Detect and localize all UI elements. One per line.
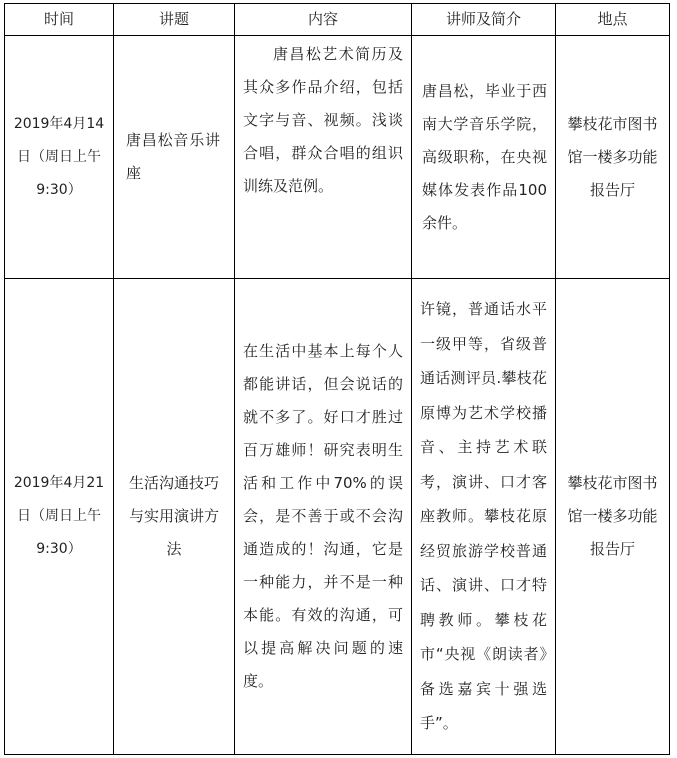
event-time: 2019年4月21日（周日上午9:30） [13,475,105,557]
event-content: 唐昌松艺术简历及其众多作品介绍，包括文字与音、视频。浅谈合唱，群众合唱的组识训练及范例。 [243,45,403,195]
time-cell [5,36,114,279]
event-time: 2019年4月14日（周日上午9:30） [13,115,105,198]
time-cell [5,279,114,755]
header-content: 内容 [235,4,412,36]
event-topic: 唐昌松音乐讲座 [126,131,220,182]
table-header-row [5,4,670,36]
table-row [5,279,670,755]
header-time: 时间 [5,4,114,36]
event-lecturer: 唐昌松，毕业于西南大学音乐学院，高级职称，在央视媒体发表作品100余件。 [422,81,547,232]
header-lecturer: 讲师及简介 [412,4,556,36]
content-cell [235,279,412,755]
topic-cell [114,36,235,279]
schedule-table [4,3,670,755]
location-cell [556,36,670,279]
content-cell [235,36,412,279]
location-cell [556,279,670,755]
header-topic: 讲题 [114,4,235,36]
event-lecturer: 许镜，普通话水平一级甲等，省级普通话测评员.攀枝花原博为艺术学校播音、主持艺术联考，演讲、口才客座教师。攀枝花原经贸旅游学校普通话、演讲、口才特聘教师。攀枝花市“央视《朗读者》备选嘉宾十强选手”。 [420,300,547,733]
lecturer-cell [412,36,556,279]
lecturer-cell [412,279,556,755]
event-topic: 生活沟通技巧与实用演讲方法 [128,474,219,558]
header-location: 地点 [556,4,670,36]
event-location: 攀枝花市图书馆一楼多功能报告厅 [567,474,658,558]
event-location: 攀枝花市图书馆一楼多功能报告厅 [567,114,658,199]
event-content: 在生活中基本上每个人都能讲话，但会说话的就不多了。好口才胜过百万雄师！研究表明生活和工作中70%的误会，是不善于或不会沟通造成的！沟通，它是一种能力，并不是一种本能。有效的沟通，可以提高解决问题的速度。 [243,342,403,690]
table-row [5,36,670,279]
topic-cell [114,279,235,755]
